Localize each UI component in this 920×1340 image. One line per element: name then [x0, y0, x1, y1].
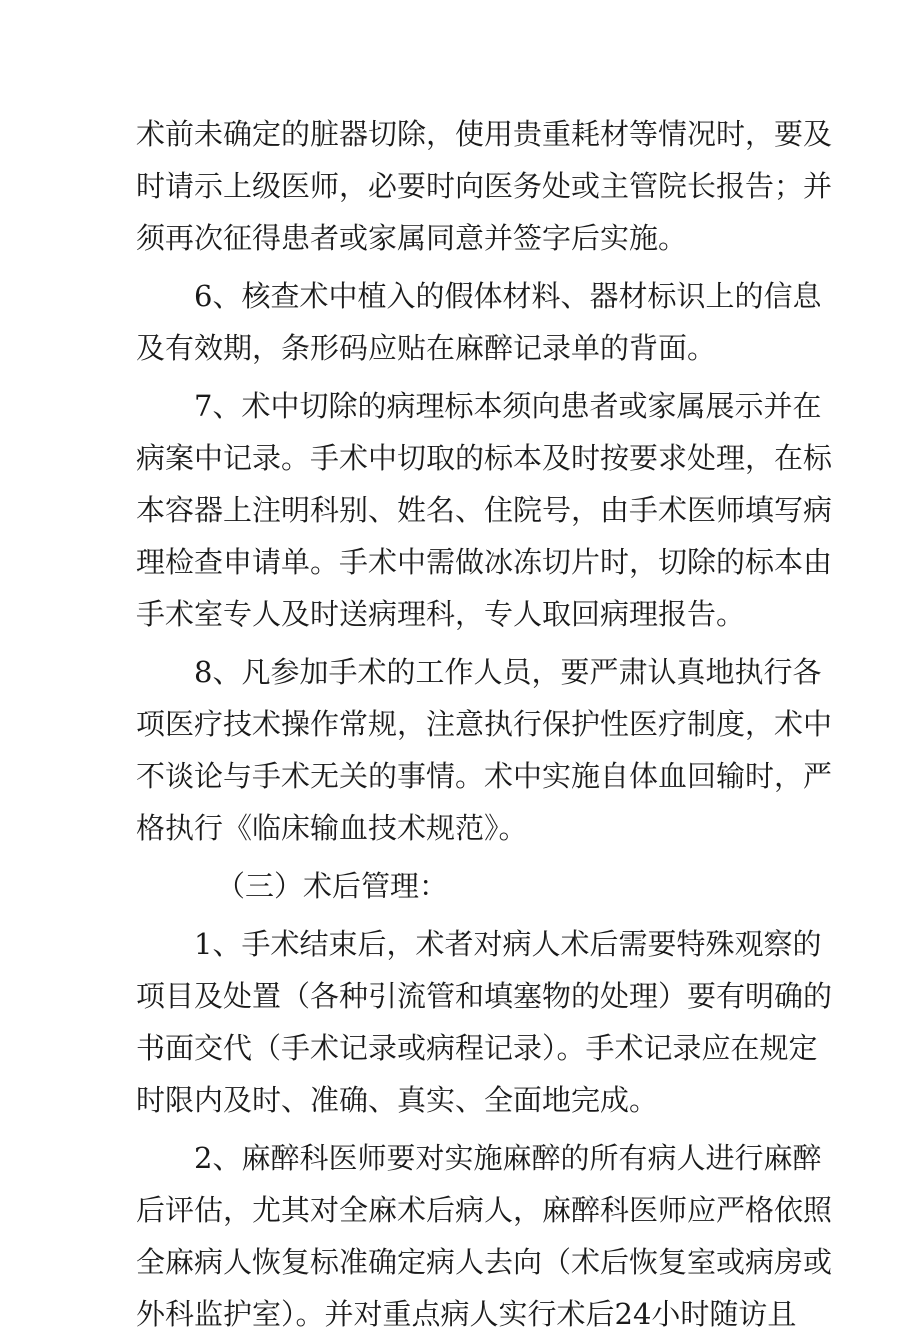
text-line: 术前未确定的脏器切除，使用贵重耗材等情况时，要及 [136, 117, 833, 151]
section-heading [136, 860, 796, 912]
text-line: 1、手术结束后，术者对病人术后需要特殊观察的 [194, 927, 822, 961]
paragraph-continuation [136, 108, 833, 264]
section-title: （三）术后管理： [216, 869, 449, 903]
text-line: 格执行《临床输血技术规范》。 [136, 811, 528, 845]
text-line: 后评估，尤其对全麻术后病人，麻醉科医师应严格依照 [136, 1193, 833, 1227]
text-line: 本容器上注明科别、姓名、住院号，由手术医师填写病 [136, 493, 833, 527]
paragraph-item-7 [136, 380, 833, 640]
paragraph-item-1 [136, 918, 833, 1126]
text-line: 书面交代（手术记录或病程记录）。手术记录应在规定 [136, 1031, 818, 1065]
paragraph-item-8 [136, 646, 833, 854]
text-line: 7、术中切除的病理标本须向患者或家属展示并在 [194, 389, 822, 423]
text-line: 时限内及时、准确、真实、全面地完成。 [136, 1083, 659, 1117]
text-line: 2、麻醉科医师要对实施麻醉的所有病人进行麻醉 [194, 1141, 822, 1175]
text-line: 项目及处置（各种引流管和填塞物的处理）要有明确的 [136, 979, 833, 1013]
text-line: 不谈论与手术无关的事情。术中实施自体血回输时，严 [136, 759, 833, 793]
text-line: 外科监护室）。并对重点病人实行术后24小时随访且 [136, 1297, 797, 1331]
text-line: 6、核查术中植入的假体材料、器材标识上的信息 [194, 279, 822, 313]
text-line: 8、凡参加手术的工作人员，要严肃认真地执行各 [194, 655, 822, 689]
text-line: 病案中记录。手术中切取的标本及时按要求处理，在标 [136, 441, 833, 475]
document-body [136, 108, 833, 1340]
text-line: 及有效期，条形码应贴在麻醉记录单的背面。 [136, 331, 717, 365]
text-line: 理检查申请单。手术中需做冰冻切片时，切除的标本由 [136, 545, 833, 579]
text-line: 全麻病人恢复标准确定病人去向（术后恢复室或病房或 [136, 1245, 833, 1279]
paragraph-item-6 [136, 270, 822, 374]
text-line: 项医疗技术操作常规，注意执行保护性医疗制度，术中 [136, 707, 833, 741]
text-line: 手术室专人及时送病理科，专人取回病理报告。 [136, 597, 746, 631]
text-line: 时请示上级医师，必要时向医务处或主管院长报告；并 [136, 169, 833, 203]
text-line: 须再次征得患者或家属同意并签字后实施。 [136, 221, 688, 255]
paragraph-item-2 [136, 1132, 833, 1340]
